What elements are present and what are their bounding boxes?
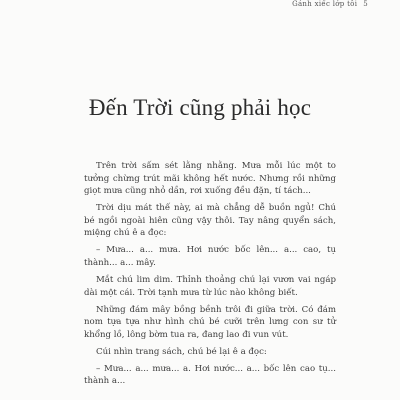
paragraph: Trên trời sấm sét lằng nhằng. Mưa mỗi lúc một to tưởng chừng trút mãi không hết nước. Nhưng rồi những giọt mưa cũng nhỏ dần, rơi xuống đều đặn, tí tách... bbox=[84, 161, 336, 197]
book-title: Gánh xiếc lớp tôi bbox=[292, 0, 358, 8]
page-number: 5 bbox=[363, 0, 368, 8]
paragraph: Mắt chú lim dim. Thỉnh thoảng chú lại vươn vai ngáp dài một cái. Trời tạnh mưa từ lúc nào không biết. bbox=[84, 274, 336, 298]
dialogue-paragraph: – Mưa... a... mưa... a. Hơi nước... a... bốc lên cao tụ... thành a... bbox=[84, 363, 336, 387]
running-header bbox=[292, 0, 368, 8]
body-text bbox=[84, 160, 336, 392]
chapter-title: Đến Trời cũng phải học bbox=[88, 95, 312, 120]
paragraph: Cúi nhìn trang sách, chú bé lại ê a đọc: bbox=[96, 346, 267, 357]
dialogue-paragraph: – Mưa... a... mưa. Hơi nước bốc lên... a... cao, tụ thành... a... mây. bbox=[84, 245, 336, 268]
paragraph: Trời dịu mát thế này, ai mà chẳng dễ buồn ngủ! Chú bé ngồi ngoài hiên cũng vậy thôi. Tay nâng quyển sách, miệng chú ê a đọc: bbox=[84, 203, 336, 239]
paragraph: Những đám mây bồng bềnh trôi đi giữa trời. Có đám nom tựa tựa như hình chú bé cưỡi trên lưng con sư tử khổng lồ, lông bờm tua ra, đang lao đi vun vút. bbox=[84, 304, 336, 340]
